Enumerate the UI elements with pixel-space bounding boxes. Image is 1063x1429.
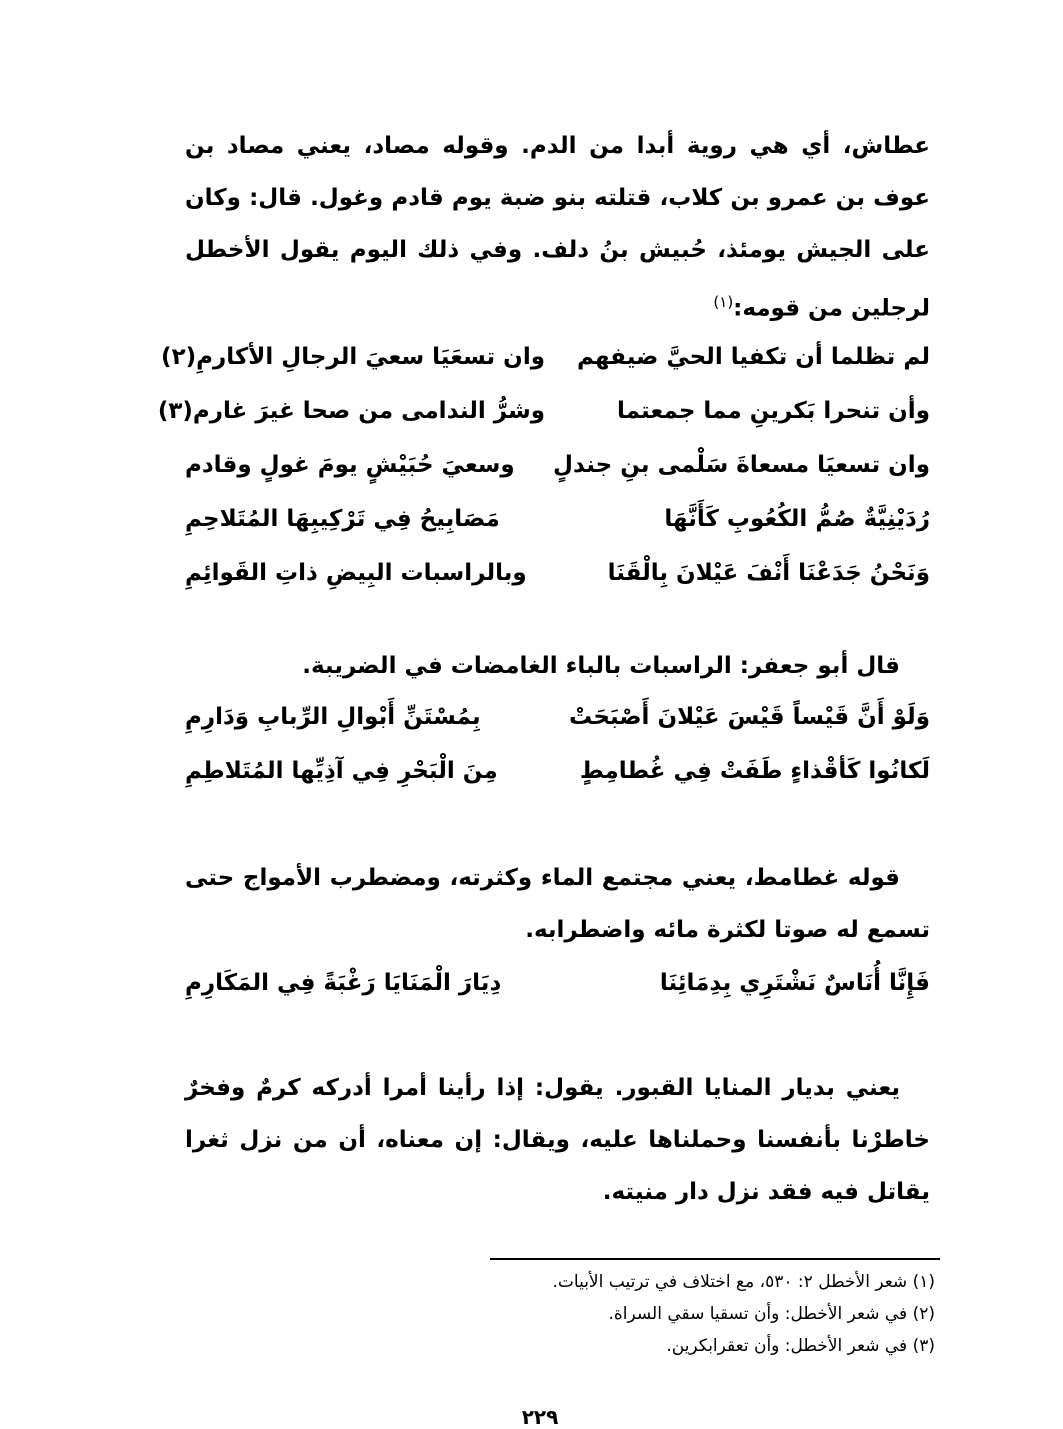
verse-first-hemistich: وأن تنحرا بَكرينِ مما جمعتما	[616, 398, 930, 424]
verse-second-hemistich: مِنَ الْبَحْرِ فِي آذِيِّها المُتَلاطِمِ	[185, 758, 498, 784]
verse-line	[185, 744, 930, 798]
verse-first-hemistich: وان تسعيَا مسعاةَ سَلْمى بنِ جندلٍ	[553, 452, 930, 478]
page-number: ٢٢٩	[521, 1405, 559, 1429]
paragraph-4	[185, 1062, 930, 1218]
verse-second-hemistich: وبالراسبات البِيضِ ذاتِ القَوائِمِ	[185, 560, 527, 586]
poem-block-2	[185, 690, 930, 798]
paragraph-1	[185, 120, 930, 335]
verse-line	[185, 438, 930, 492]
verse-first-hemistich: وَلَوْ أَنَّ قَيْساً قَيْسَ عَيْلانَ أَصْبَحَتْ	[569, 704, 930, 730]
verse-first-hemistich: فَإِنَّا أُنَاسٌ نَشْتَرِي بِدِمَائِنَا	[659, 970, 930, 996]
verse-second-hemistich: وسعيَ حُبَيْشٍ يومَ غولٍ وقادم	[185, 452, 515, 478]
verse-line	[161, 330, 930, 384]
footnote-item: (١) شعر الأخطل ٢: ٥٣٠، مع اختلاف في ترتيب الأبيات.	[552, 1272, 935, 1292]
paragraph-1-text: عطاش، أي هي روية أبدا من الدم. وقوله مصاد، يعني مصاد بن عوف بن عمرو بن كلاب، قتلته بنو ضبة يوم قادم وغول. قال: وكان على الجيش يومئذ، حُبيش بنُ دلف. وفي ذلك اليوم يقول الأخطل لرجلين من قومه:	[185, 133, 930, 322]
footnotes	[490, 1266, 935, 1362]
paragraph-3	[185, 852, 930, 956]
footnote-separator	[490, 1258, 940, 1260]
footnote-item: (٢) في شعر الأخطل: وأن تسقيا سقي السراة.	[608, 1304, 935, 1324]
verse-line	[185, 690, 930, 744]
paragraph-4-text: يعني بديار المنايا القبور. يقول: إذا رأينا أمرا أدركه كرمٌ وفخرٌ خاطرْنا بأنفسنا وحملناها عليه، ويقال: إن معناه، أن من نزل ثغرا يقاتل فيه فقد نزل دار منيته.	[185, 1075, 930, 1205]
verse-line	[157, 384, 930, 438]
poem-block-3	[185, 956, 930, 1010]
paragraph-2-text: قال أبو جعفر: الراسبات بالباء الغامضات في الضريبة.	[302, 653, 900, 679]
footnote-item: (٣) في شعر الأخطل: وأن تعقرابكرين.	[666, 1336, 935, 1356]
verse-line	[185, 956, 930, 1010]
verse-line	[185, 492, 930, 546]
poem-block-1	[157, 330, 930, 600]
paragraph-2	[185, 640, 930, 692]
verse-line	[185, 546, 930, 600]
verse-first-hemistich: رُدَيْنِيَّةٌ صُمُّ الكُعُوبِ كَأَنَّهَا	[664, 506, 930, 532]
verse-second-hemistich: دِيَارَ الْمَنَايَا رَغْبَةً فِي المَكَارِمِ	[185, 970, 502, 996]
verse-second-hemistich: مَصَابِيحُ فِي تَرْكِيبِهَا المُتَلاحِمِ	[185, 506, 500, 532]
footnote-ref-1: (١)	[713, 293, 734, 311]
verse-first-hemistich: لَكانُوا كَأقْذاءٍ طَفَتْ فِي غُطامِطٍ	[579, 758, 930, 784]
verse-second-hemistich: وان تسعَيَا سعيَ الرجالِ الأكارمِ(٢)	[161, 344, 545, 370]
verse-first-hemistich: وَنَحْنُ جَدَعْنَا أَنْفَ عَيْلانَ بِالْقَنَا	[607, 560, 930, 586]
verse-first-hemistich: لم تظلما أن تكفيا الحيَّ ضيفهم	[576, 344, 930, 370]
paragraph-3-text: قوله غطامط، يعني مجتمع الماء وكثرته، ومضطرب الأمواج حتى تسمع له صوتا لكثرة مائه واضطرابه.	[185, 865, 930, 943]
verse-second-hemistich: بِمُسْتَنِّ أَبْوالِ الرِّبابِ وَدَارِمِ	[185, 704, 481, 730]
verse-second-hemistich: وشرُّ الندامى من صحا غيرَ غارم(٣)	[157, 398, 545, 424]
